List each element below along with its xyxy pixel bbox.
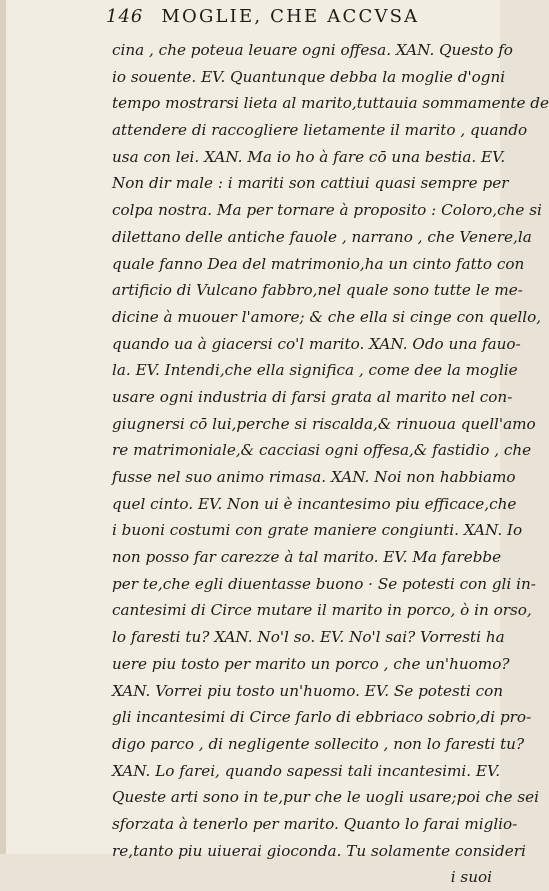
- text-line: lo faresti tu? XAN. No'l so. EV. No'l sai? Vorresti ha: [112, 628, 505, 647]
- text-line: Queste arti sono in te,pur che le uogli usare;poi che sei: [112, 788, 539, 807]
- text-line: non posso far carezze à tal marito. EV. Ma farebbe: [112, 548, 502, 567]
- running-title: MOGLIE, CHE ACCVSA: [161, 6, 420, 27]
- text-line: digo parco , di negligente sollecito , non lo faresti tu?: [112, 734, 525, 753]
- text-line: quel cinto. EV. Non ui è incantesimo piu efficace,che: [112, 494, 517, 513]
- text-line: quale fanno Dea del matrimonio,ha un cinto fatto con: [112, 254, 525, 273]
- page-number: 146: [106, 6, 144, 27]
- page-header: [106, 6, 476, 30]
- text-line: dilettano delle antiche fauole , narrano , che Venere,la: [112, 227, 532, 246]
- catchword: i suoi: [450, 868, 492, 887]
- body-text: [112, 37, 549, 891]
- text-line: re,tanto piu uiuerai gioconda. Tu solamente consideri: [112, 841, 526, 860]
- text-line: usa con lei. XAN. Ma io ho à fare cō una bestia. EV.: [112, 147, 506, 166]
- text-line: tempo mostrarsi lieta al marito,tuttauia sommamente de: [112, 94, 549, 113]
- text-line: fusse nel suo animo rimasa. XAN. Noi non habbiamo: [112, 468, 516, 486]
- text-line: dicine à muouer l'amore; & che ella si cinge con quello,: [112, 307, 542, 326]
- text-line: cantesimi di Circe mutare il marito in porco, ò in orso,: [112, 601, 532, 620]
- text-line: XAN. Lo farei, quando sapessi tali incantesimi. EV.: [112, 761, 501, 780]
- text-line: io souente. EV. Quantunque debba la moglie d'ogni: [112, 67, 506, 86]
- text-line: uere piu tosto per marito un porco , che un'huomo?: [112, 654, 510, 673]
- text-line: sforzata à tenerlo per marito. Quanto lo farai miglio-: [112, 814, 518, 833]
- text-line: cina , che poteua leuare ogni offesa. XAN. Questo fo: [112, 41, 513, 59]
- text-line: quando ua à giacersi co'l marito. XAN. Odo una fauo-: [112, 334, 521, 353]
- text-line: attendere di raccogliere lietamente il marito , quando: [112, 121, 528, 140]
- text-line: XAN. Vorrei piu tosto un'huomo. EV. Se potesti con: [112, 681, 504, 700]
- text-line: per te,che egli diuentasse buono · Se potesti con gli in-: [112, 574, 536, 593]
- text-line: la. EV. Intendi,che ella significa , come dee la moglie: [112, 361, 518, 380]
- text-line: usare ogni industria di farsi grata al marito nel con-: [112, 387, 513, 406]
- text-line: colpa nostra. Ma per tornare à proposito : Coloro,che si: [112, 201, 542, 220]
- text-line: re matrimoniale,& cacciasi ogni offesa,& fastidio , che: [112, 441, 532, 460]
- text-line: i buoni costumi con grate maniere congiunti. XAN. Io: [112, 521, 523, 540]
- text-line: artificio di Vulcano fabbro,nel quale sono tutte le me-: [112, 281, 523, 300]
- text-line: gli incantesimi di Circe farlo di ebbriaco sobrio,di pro-: [112, 708, 532, 727]
- text-line: giugnersi cō lui,perche si riscalda,& rinuoua quell'amo: [112, 414, 536, 433]
- text-line: Non dir male : i mariti son cattiui quasi sempre per: [112, 174, 509, 193]
